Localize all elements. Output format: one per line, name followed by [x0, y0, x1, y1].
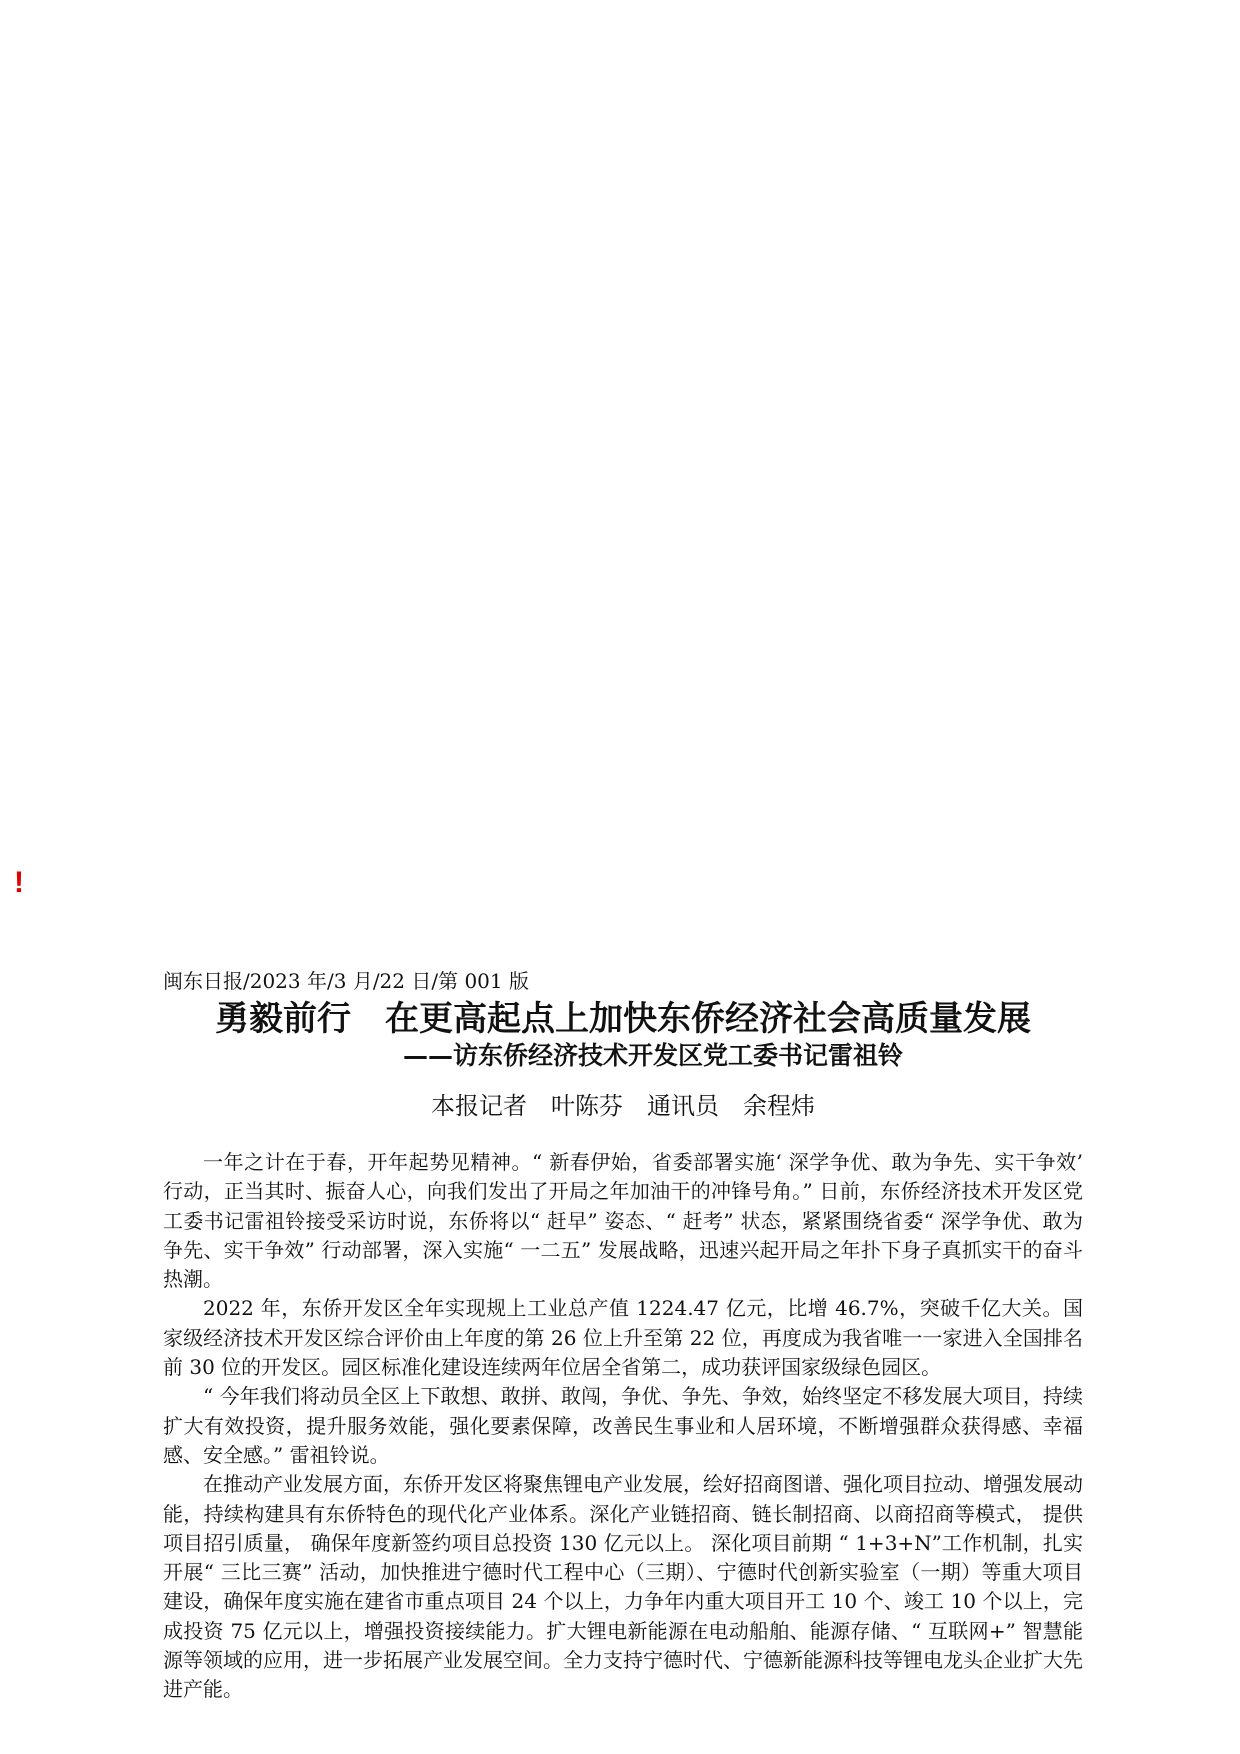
paragraph: 2022 年，东侨开发区全年实现规上工业总产值 1224.47 亿元，比增 46.7%，突破千亿大关。国家级经济技术开发区综合评价由上年度的第 26 位上升至第 22 位，再度成为我省唯一一家进入全国排名前 30 位的开发区。园区标准化建设连续两年位居全省第二，成功获评国家级绿色园区。	[163, 1296, 1083, 1380]
paragraph: “ 今年我们将动员全区上下敢想、敢拼、敢闯，争优、争先、争效，始终坚定不移发展大项目，持续扩大有效投资，提升服务效能，强化要素保障，改善民生事业和人居环境，不断增强群众获得感、幸福感、安全感。” 雷祖铃说。	[163, 1384, 1083, 1467]
paragraph: 一年之计在于春，开年起势见精神。“ 新春伊始，省委部署实施‘ 深学争优、敢为争先、实干争效’ 行动，正当其时、振奋人心，向我们发出了开局之年加油干的冲锋号角。” 日前，东侨经济技术开发区党工委书记雷祖铃接受采访时说，东侨将以“ 赶早” 姿态、“ 赶考” 状态，紧紧围绕省委“ 深学争优、敢为争先、实干争效” 行动部署，深入实施“ 一二五” 发展战略，迅速兴起开局之年扑下身子真抓实干的奋斗热潮。	[163, 1150, 1083, 1292]
paragraph: 在推动产业发展方面，东侨开发区将聚焦锂电产业发展，绘好招商图谱、强化项目拉动、增强发展动能，持续构建具有东侨特色的现代化产业体系。深化产业链招商、链长制招商、以商招商等模式， 提供项目招引质量， 确保年度新签约项目总投资 130 亿元以上。 深化项目前期 “ 1+3+N”工作机制，扎实开展“ 三比三赛” 活动，加快推进宁德时代工程中心（三期）、宁德时代创新实验室（一期）等重大项目建设，确保年度实施在建省市重点项目 24 个以上，力争年内重大项目开工 10 个、竣工 10 个以上，完成投资 75 亿元以上，增强投资接续能力。扩大锂电新能源在电动船舶、能源存储、“ 互联网+” 智慧能源等领域的应用，进一步拓展产业发展空间。全力支持宁德时代、宁德新能源科技等锂电龙头企业扩大先进产能。	[163, 1472, 1083, 1702]
article	[163, 968, 1083, 1705]
red-exclamation-mark: !	[14, 866, 24, 899]
article-title: 勇毅前行 在更高起点上加快东侨经济社会高质量发展	[215, 999, 1031, 1039]
article-byline: 本报记者 叶陈芬 通讯员 余程炜	[431, 1092, 815, 1120]
article-subtitle: ——访东侨经济技术开发区党工委书记雷祖铃	[402, 1041, 903, 1070]
article-source: 闽东日报/2023 年/3 月/22 日/第 001 版	[163, 969, 529, 993]
article-body	[163, 1148, 1083, 1705]
